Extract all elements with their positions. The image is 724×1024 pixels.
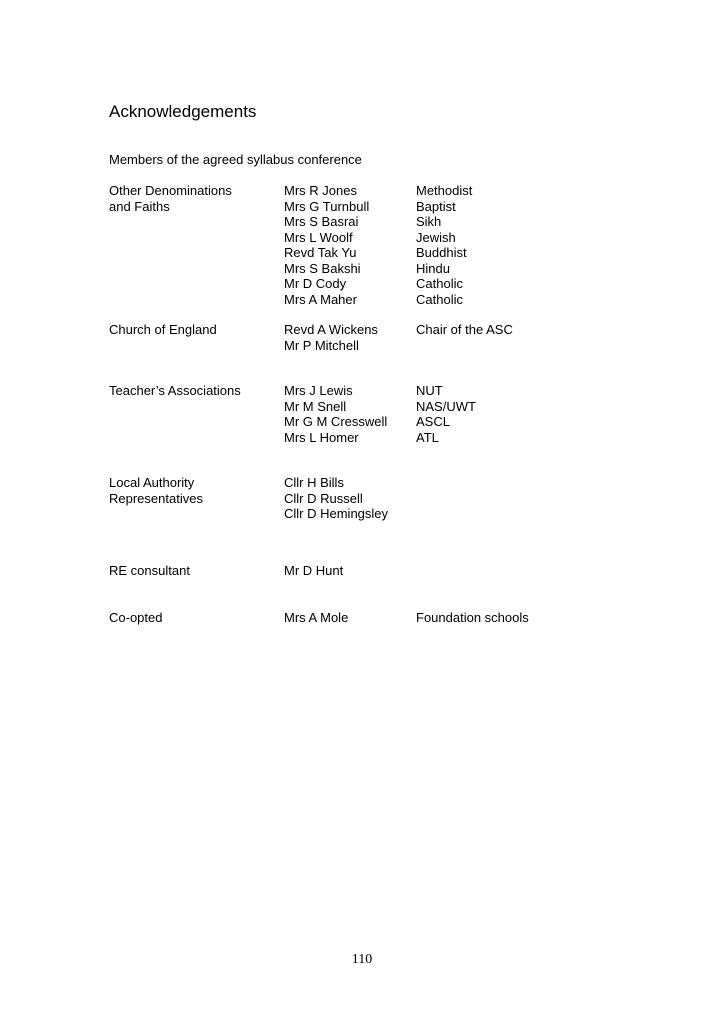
member-roles [416,610,616,626]
member-name: Mrs S Basrai [284,214,359,229]
group-label-line: Representatives [109,490,203,506]
member-name: Cllr D Russell [284,490,363,506]
group-label [109,322,279,338]
page-number: 110 [351,952,373,967]
member-name: Mr M Snell [284,398,347,414]
member-role: Baptist [416,198,456,214]
member-name: Mrs S Bakshi [284,260,361,276]
group-label-line: Local Authority [109,475,195,490]
member-roles [416,383,616,445]
member-role: Buddhist [416,245,467,260]
group-label [109,383,279,399]
group-label [109,563,279,579]
member-name: Mr G M Cresswell [284,414,388,429]
member-names [284,475,414,522]
member-role: NUT [416,383,443,398]
member-name: Mrs J Lewis [284,383,353,398]
page-title: Acknowledgements [109,102,257,121]
member-name: Cllr H Bills [284,475,344,490]
section-subtitle: Members of the agreed syllabus conference [109,152,362,167]
member-name: Mr D Cody [284,276,347,291]
group-label [109,475,279,506]
group-label-line: and Faiths [109,198,170,214]
member-role: Catholic [416,291,463,307]
group-label [109,610,279,626]
member-name: Cllr D Hemingsley [284,506,389,521]
member-names [284,322,414,353]
member-name: Mrs L Woolf [284,229,353,245]
member-name: Mrs L Homer [284,429,359,445]
member-name: Mr P Mitchell [284,337,359,353]
member-role [416,338,616,354]
member-role: Hindu [416,260,450,276]
member-role: NAS/UWT [416,398,476,414]
member-role: Sikh [416,214,442,229]
group-label-line: Teacher’s Associations [109,383,241,398]
member-names [284,183,414,307]
member-roles [416,183,616,307]
member-name: Revd A Wickens [284,322,378,337]
member-name: Mrs A Maher [284,291,357,307]
member-names [284,383,414,445]
member-role: Chair of the ASC [416,322,513,337]
member-role: Methodist [416,183,473,198]
member-name: Mr D Hunt [284,563,344,578]
member-name: Mrs G Turnbull [284,198,370,214]
member-roles [416,322,616,353]
member-names [284,610,414,626]
member-names [284,563,414,579]
member-name: Mrs R Jones [284,183,357,198]
group-label [109,183,279,214]
member-role: ATL [416,429,439,445]
member-role: Catholic [416,276,463,291]
group-label-line: RE consultant [109,563,190,578]
group-label-line: Co-opted [109,610,163,625]
member-role: ASCL [416,414,450,429]
member-name: Mrs A Mole [284,610,349,625]
member-name: Revd Tak Yu [284,245,357,260]
group-label-line: Church of England [109,322,217,337]
group-label-line: Other Denominations [109,183,232,198]
member-role: Jewish [416,229,456,245]
member-role: Foundation schools [416,610,529,625]
